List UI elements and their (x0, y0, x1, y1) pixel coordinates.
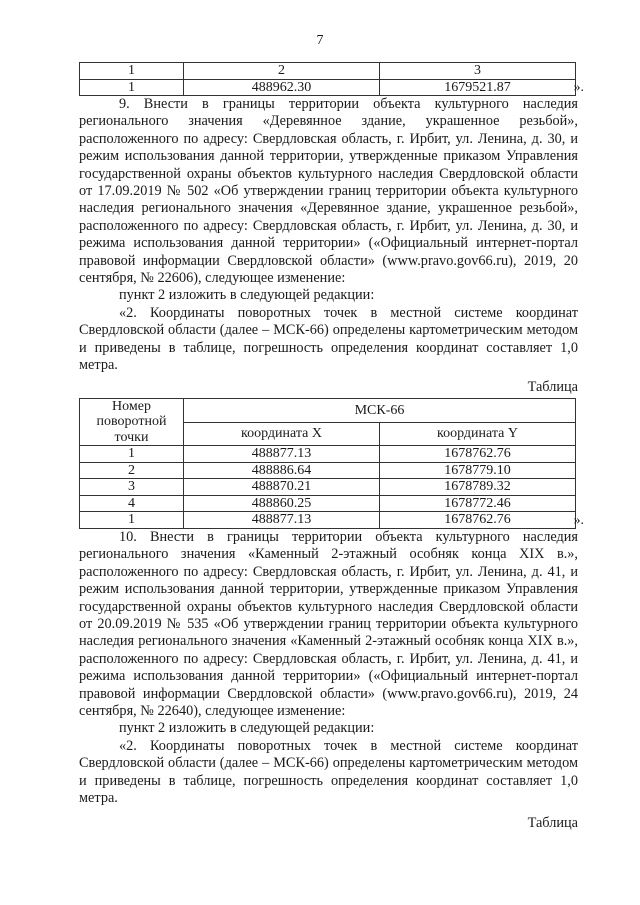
table-header-row (80, 398, 576, 422)
coordinate-y: 1679521.87 (380, 79, 576, 96)
coordinate-y: 1678772.46 (380, 495, 576, 512)
column-number-2: 2 (184, 63, 380, 80)
coordinate-x: 488962.30 (184, 79, 380, 96)
column-number-3: 3 (380, 63, 576, 80)
point-number: 1 (80, 446, 184, 463)
y-header: координата Y (380, 422, 576, 446)
page-number: 7 (316, 33, 324, 48)
point-number: 1 (80, 512, 184, 529)
closing-quote: ». (573, 512, 584, 528)
item-10-paragraph: 10. Внести в границы территории объекта культурного наследия регионального значения «Каменный 2-этажный особняк конца XIX в.», расположенного по адресу: Свердловская область, г. Ирбит, ул. Ленина, д. 41, и режим использования данной территории, утвержденные приказом Управления государственной охраны объектов культурного наследия Свердловской области от 20.09.2019 № 535 «Об утверждении границ территории объекта культурного наследия регионального значения «Каменный 2-этажный особняк конца XIX в.», расположенного по адресу: Свердловская область, г. Ирбит, ул. Ленина, д. 41, и режима использования данной территории» («Официальный интернет-портал правовой информации Свердловской области» (www.pravo.gov66.ru), 2019, 24 сентября, № 22640), следующее изменение: (79, 528, 578, 719)
table-row (80, 79, 576, 96)
coordinate-x: 488870.21 (184, 479, 380, 496)
coordinate-x: 488877.13 (184, 446, 380, 463)
coordinates-table-continued (79, 62, 576, 96)
item-9-point-2-text: «2. Координаты поворотных точек в местной системе координат Свердловской области (далее – МСК-66) определены картометрическим методом и приведены в таблице, погрешность определения координат составляет 1,0 метра. (79, 304, 578, 374)
coordinate-x: 488877.13 (184, 512, 380, 529)
coordinate-y: 1678762.76 (380, 446, 576, 463)
coordinate-y: 1678779.10 (380, 462, 576, 479)
coordinate-y: 1678789.32 (380, 479, 576, 496)
coordinates-table (79, 398, 576, 529)
table-top-wrapper (79, 62, 584, 96)
table-header-row (80, 63, 576, 80)
coordinate-x: 488860.25 (184, 495, 380, 512)
point-number: 4 (80, 495, 184, 512)
table-row (80, 512, 576, 529)
item-10-point-2-text: «2. Координаты поворотных точек в местной системе координат Свердловской области (далее – МСК-66) определены картометрическим методом и приведены в таблице, погрешность определения координат составляет 1,0 метра. (79, 737, 578, 806)
table-row (80, 479, 576, 496)
item-9-paragraph: 9. Внести в границы территории объекта культурного наследия регионального значения «Деревянное здание, украшенное резьбой», расположенного по адресу: Свердловская область, г. Ирбит, ул. Ленина, д. 30, и режим использования данной территории, утвержденные приказом Управления государственной охраны объектов культурного наследия Свердловской области от 17.09.2019 № 502 «Об утверждении границ территории объекта культурного наследия регионального значения «Деревянное здание, украшенное резьбой», расположенного по адресу: Свердловская область, г. Ирбит, ул. Ленина, д. 30, и режима использования данной территории» («Официальный интернет-портал правовой информации Свердловской области» (www.pravo.gov66.ru), 2019, 20 сентября, № 22606), следующее изменение: (79, 96, 578, 287)
point-number: 2 (80, 462, 184, 479)
coordinate-y: 1678762.76 (380, 512, 576, 529)
point-number-header: Номер поворотной точки (80, 398, 184, 446)
document-body (79, 62, 584, 835)
coordinate-x: 488886.64 (184, 462, 380, 479)
item-10-instruction: пункт 2 изложить в следующей редакции: (119, 720, 375, 737)
x-header: координата X (184, 422, 380, 446)
item-9-instruction: пункт 2 изложить в следующей редакции: (119, 287, 375, 304)
table-row (80, 462, 576, 479)
point-number: 3 (80, 479, 184, 496)
table-row (80, 446, 576, 463)
table-row (80, 495, 576, 512)
point-number: 1 (80, 79, 184, 96)
column-number-1: 1 (80, 63, 184, 80)
table-caption: Таблица (527, 378, 578, 395)
system-header: МСК-66 (184, 398, 576, 422)
closing-quote: ». (573, 80, 584, 95)
table-caption: Таблица (527, 815, 578, 832)
table-mid-wrapper (79, 398, 584, 529)
